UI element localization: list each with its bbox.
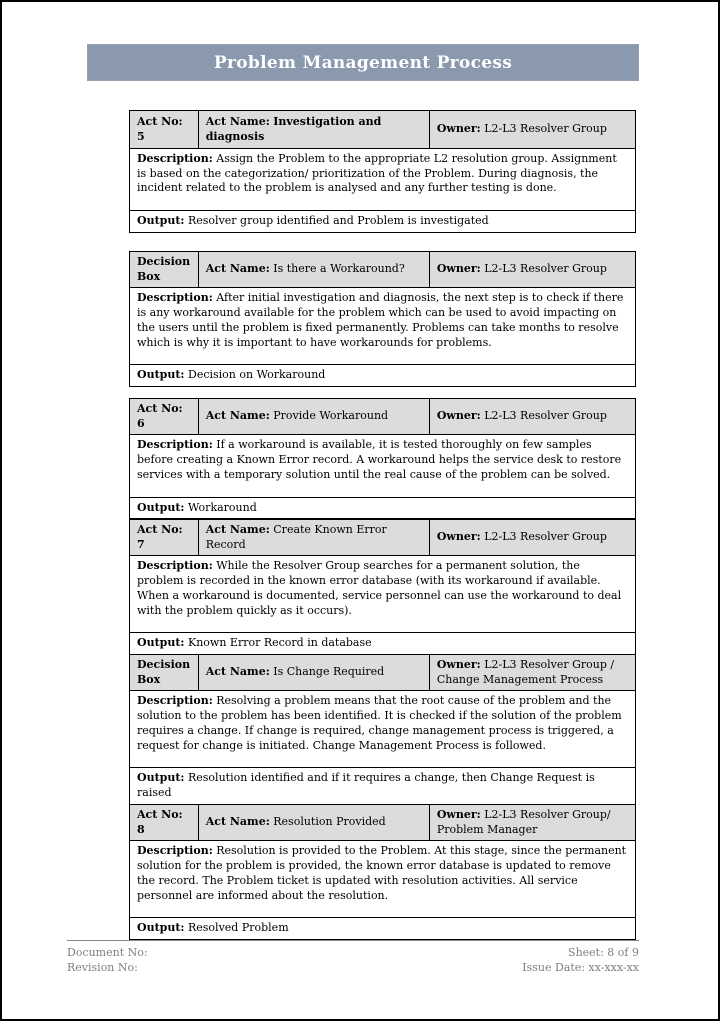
owner-label: Owner: xyxy=(436,658,481,671)
owner-cell xyxy=(430,399,635,434)
output-label: Output: xyxy=(137,368,185,382)
output-text: Resolved Problem xyxy=(188,921,289,935)
act-no-cell xyxy=(130,520,199,555)
owner-label: Owner: xyxy=(436,530,481,544)
act-no-cell xyxy=(130,399,199,434)
act-name-cell xyxy=(199,520,430,555)
output-row xyxy=(129,211,636,233)
act-name-cell xyxy=(199,655,430,690)
description-row xyxy=(129,288,636,365)
revision-no-label: Revision No: xyxy=(67,961,138,974)
owner-label: Owner: xyxy=(436,122,481,136)
step-header-row xyxy=(129,251,636,288)
document-no-label: Document No: xyxy=(67,946,148,959)
act-name-value: Is there a Workaround? xyxy=(273,262,405,276)
act-name-label: Act Name: xyxy=(205,262,270,276)
description-label: Description: xyxy=(137,291,213,305)
step-table-act-8 xyxy=(129,804,636,940)
output-label: Output: xyxy=(137,921,185,935)
act-no-cell xyxy=(130,111,199,148)
page-title: Problem Management Process xyxy=(213,52,513,73)
owner-value: L2-L3 Resolver Group / Change Management Process xyxy=(436,658,615,686)
act-name-value: Is Change Required xyxy=(273,665,385,679)
owner-cell xyxy=(430,252,635,287)
description-label: Description: xyxy=(137,559,213,573)
owner-value: L2-L3 Resolver Group xyxy=(484,262,607,276)
owner-label: Owner: xyxy=(436,262,481,276)
owner-cell xyxy=(430,655,635,690)
output-cell xyxy=(130,498,635,519)
description-text: After initial investigation and diagnosis, the next step is to check if there is any workaround available for the problem which can be used to avoid impacting on the users until the problem is fixed permanently. Problems can take months to resolve which is why it is important to have workarounds for problems. xyxy=(137,291,624,349)
step-table-decision-change xyxy=(129,654,636,805)
owner-cell xyxy=(430,520,635,555)
act-name-label: Act Name: xyxy=(205,815,270,829)
output-label: Output: xyxy=(137,636,185,650)
output-label: Output: xyxy=(137,500,185,514)
owner-label: Owner: xyxy=(436,409,481,423)
description-label: Description: xyxy=(137,152,213,165)
description-text: Resolving a problem means that the root cause of the problem and the solution to the problem has been identified. It is checked if the solution of the problem requires a change. If change is required, change management process is triggered, a request for change is initiated. Change Management Process is followed. xyxy=(137,694,622,752)
step-header-row xyxy=(129,398,636,435)
description-cell xyxy=(130,149,635,210)
act-name-cell xyxy=(199,399,430,434)
act-no-cell xyxy=(130,252,199,287)
step-table-act-7 xyxy=(129,519,636,655)
act-no-label: Act No: 7 xyxy=(137,523,183,551)
output-cell xyxy=(130,211,635,232)
output-text: Resolver group identified and Problem is investigated xyxy=(188,214,489,228)
description-text: While the Resolver Group searches for a permanent solution, the problem is recorded in the known error database (with its workaround if available. When a workaround is documented, service personnel can use the workaround to deal with the problem quickly as it occurs). xyxy=(137,559,622,617)
act-name-cell xyxy=(199,252,430,287)
description-cell xyxy=(130,435,635,496)
act-no-cell xyxy=(130,655,199,690)
description-label: Description: xyxy=(137,694,213,708)
sheet-number: Sheet: 8 of 9 xyxy=(568,946,639,959)
act-name-value: Create Known Error Record xyxy=(205,523,387,551)
step-header-row xyxy=(129,110,636,149)
owner-value: L2-L3 Resolver Group xyxy=(484,409,607,423)
description-row xyxy=(129,435,636,497)
description-text: Resolution is provided to the Problem. At this stage, since the permanent solution for the problem is provided, the known error database is updated to remove the record. The Problem ticket is updated with resolution activities. All service personnel are informed about the resolution. xyxy=(137,844,627,902)
output-label: Output: xyxy=(137,771,185,785)
description-row xyxy=(129,841,636,918)
act-name-cell xyxy=(199,111,430,148)
owner-cell xyxy=(430,111,635,148)
act-name-label: Act Name: xyxy=(205,523,270,536)
description-cell xyxy=(130,288,635,364)
act-no-label: Act No: 8 xyxy=(137,808,183,836)
step-table-act-6 xyxy=(129,398,636,519)
output-row xyxy=(129,365,636,387)
act-no-label: Decision Box xyxy=(137,255,191,283)
act-name-value: Resolution Provided xyxy=(273,815,386,829)
description-row xyxy=(129,691,636,768)
owner-value: L2-L3 Resolver Group xyxy=(484,530,607,544)
output-text: Resolution identified and if it requires a change, then Change Request is raised xyxy=(137,771,595,800)
act-no-label: Act No: 5 xyxy=(137,114,183,143)
description-cell xyxy=(130,841,635,917)
output-row xyxy=(129,768,636,804)
footer-right xyxy=(522,945,639,975)
output-text: Known Error Record in database xyxy=(188,636,372,650)
act-name-cell xyxy=(199,805,430,840)
output-text: Decision on Workaround xyxy=(188,368,326,382)
description-row xyxy=(129,556,636,633)
step-header-row xyxy=(129,654,636,691)
issue-date: Issue Date: xx-xxx-xx xyxy=(522,961,639,974)
act-no-label: Decision Box xyxy=(137,658,191,686)
act-no-label: Act No: 6 xyxy=(137,402,183,430)
output-cell xyxy=(130,365,635,386)
description-text: If a workaround is available, it is tested thoroughly on few samples before creating a Known Error record. A workaround helps the service desk to restore services with a temporary solution until the real cause of the problem can be solved. xyxy=(137,438,622,481)
owner-label: Owner: xyxy=(436,808,481,821)
description-row xyxy=(129,149,636,211)
output-cell xyxy=(130,633,635,654)
page-footer xyxy=(67,940,639,975)
output-row xyxy=(129,633,636,655)
act-name-label: Act Name: xyxy=(205,665,270,679)
step-table-act-5 xyxy=(129,110,636,233)
owner-value: L2-L3 Resolver Group xyxy=(484,122,607,136)
description-text: Assign the Problem to the appropriate L2 resolution group. Assignment is based on the categorization/ prioritization of the Problem. During diagnosis, the incident related to the problem is analysed and any further testing is done. xyxy=(137,152,617,195)
act-name-label: Act Name: xyxy=(205,409,270,423)
description-cell xyxy=(130,556,635,632)
output-label: Output: xyxy=(137,214,185,228)
output-text: Workaround xyxy=(188,500,257,514)
step-table-decision-workaround xyxy=(129,251,636,387)
description-label: Description: xyxy=(137,844,213,858)
output-row xyxy=(129,498,636,520)
output-cell xyxy=(130,918,635,939)
owner-value: L2-L3 Resolver Group/ Problem Manager xyxy=(436,808,611,836)
description-cell xyxy=(130,691,635,767)
description-label: Description: xyxy=(137,438,213,452)
step-header-row xyxy=(129,804,636,841)
act-name-value: Investigation and diagnosis xyxy=(205,114,382,143)
output-cell xyxy=(130,768,635,803)
act-name-label: Act Name: xyxy=(205,114,270,128)
title-bar xyxy=(87,44,639,81)
owner-cell xyxy=(430,805,635,840)
act-name-value: Provide Workaround xyxy=(273,409,389,423)
step-header-row xyxy=(129,519,636,556)
act-no-cell xyxy=(130,805,199,840)
footer-left xyxy=(67,945,148,975)
output-row xyxy=(129,918,636,940)
